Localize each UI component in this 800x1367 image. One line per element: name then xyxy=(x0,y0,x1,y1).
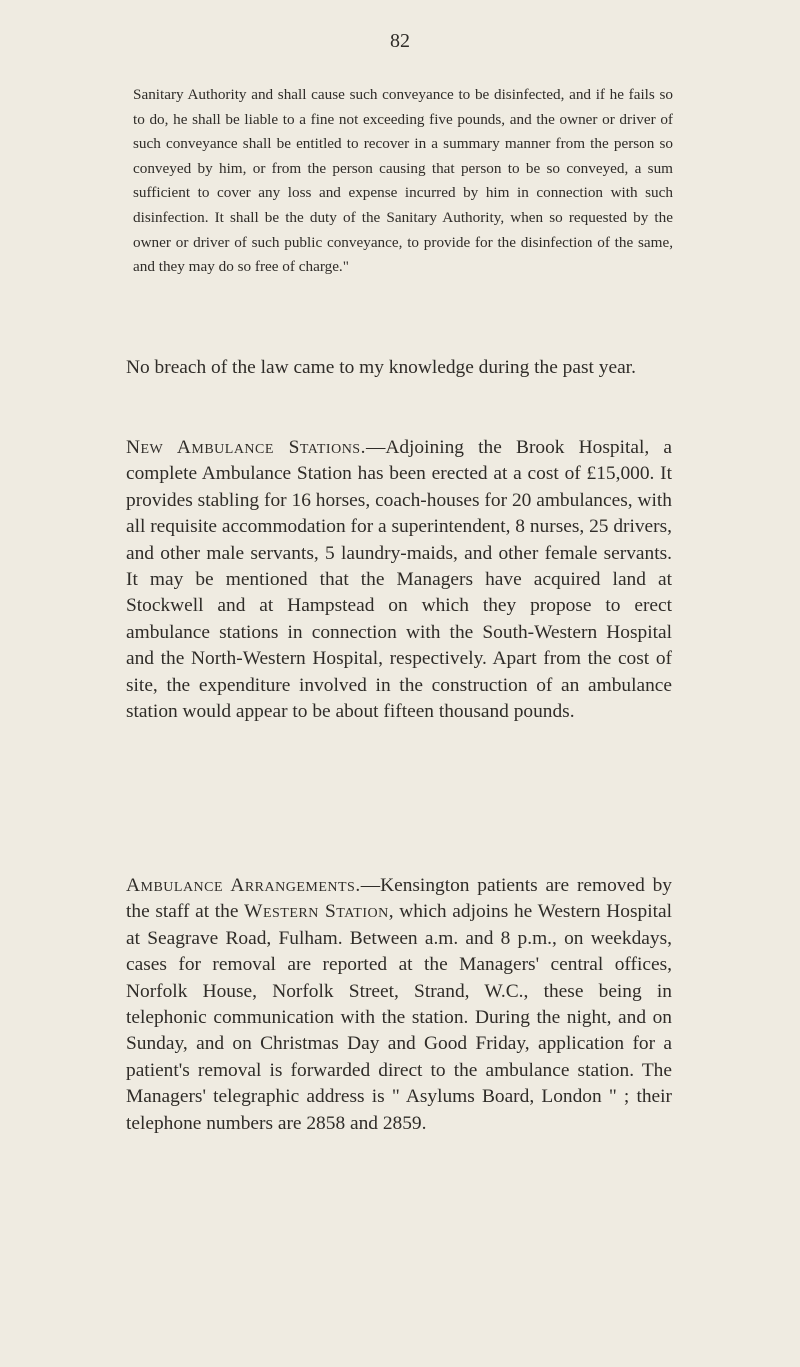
section-heading-new-ambulance-stations: New Ambulance Stations. xyxy=(126,437,366,458)
paragraph-no-breach: No breach of the law came to my knowledge during the past year. xyxy=(126,357,636,378)
section-heading-ambulance-arrangements: Ambulance Arrangements. xyxy=(126,875,361,896)
section-text-ambulance-arrangements-b: , which adjoins he Western Hospital at Seagrave Road, Fulham. Between a.m. and 8 p.m., on weekdays, cases for removal are reported at the Managers' central offices, Norfolk House, Norfolk Street, Strand, W.C., these being in telephonic communication with the station. During the night, and on Sunday, and on Christmas Day and Good Friday, application for a patient's removal is forwarded direct to the ambulance station. The Managers' telegraphic address is " Asylums Board, London " ; their telephone numbers are 2858 and 2859. xyxy=(126,901,672,1134)
section-text-ambulance-arrangements-a: —Kensington patients are removed by the staff at the xyxy=(126,875,672,923)
paragraph-new-ambulance-stations xyxy=(126,435,672,725)
paragraph-ambulance-arrangements xyxy=(126,873,672,1137)
section-text-new-ambulance-stations: —Adjoining the Brook Hospital, a complete Ambulance Station has been erected at a cost of £15,000. It provides stabling for 16 horses, coach-houses for 20 ambulances, with all requisite accommodation for a superintendent, 8 nurses, 25 drivers, and other male servants, 5 laundry-maids, and other female servants. It may be mentioned that the Managers have acquired land at Stockwell and at Hampstead on which they propose to erect ambulance stations in connection with the South-Western Hospital and the North-Western Hospital, respectively. Apart from the cost of site, the expenditure involved in the construction of an ambulance station would appear to be about fifteen thousand pounds. xyxy=(126,437,673,723)
page-number: 82 xyxy=(390,30,410,52)
western-station-name: Western Station xyxy=(244,901,389,923)
quoted-statute-paragraph: Sanitary Authority and shall cause such conveyance to be disinfected, and if he fails so to do, he shall be liable to a fine not exceeding five pounds, and the owner or driver of such conveyance shall be entitled to recover in a summary manner from the person so conveyed by him, or from the person causing that person to be so conveyed, a sum sufficient to cover any loss and expense incurred by him in connection with such disinfection. It shall be the duty of the Sanitary Authority, when so requested by the owner or driver of such public conveyance, to provide for the disinfection of the same, and they may do so free of charge." xyxy=(133,86,673,276)
